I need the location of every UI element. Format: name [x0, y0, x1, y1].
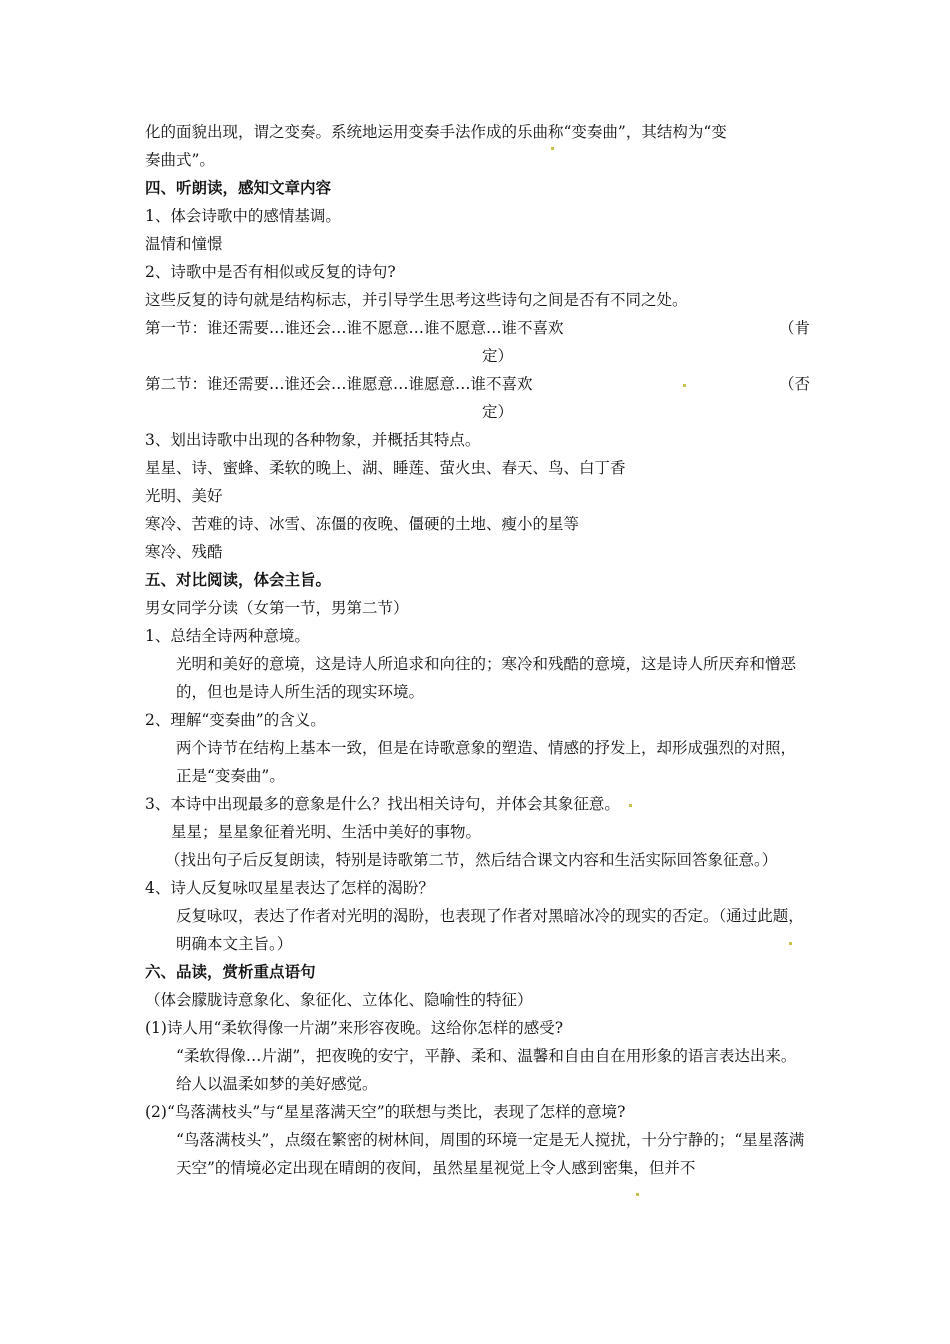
scan-speck	[789, 942, 792, 945]
question-2: 2、理解“变奏曲”的含义。	[145, 711, 326, 729]
text-line: 这些反复的诗句就是结构标志，并引导学生思考这些诗句之间是否有不同之处。	[145, 291, 688, 309]
stanza-2-note-cont: 定）	[481, 403, 513, 421]
paragraph: 光明和美好的意境，这是诗人所追求和向往的；寒冷和残酷的意境，这是诗人所厌弃和憎恶的，但也是诗人所生活的现实环境。	[176, 655, 797, 701]
stanza-2-text: 第二节：谁还需要…谁还会…谁愿意…谁愿意…谁不喜欢	[145, 375, 533, 393]
text-line: 男女同学分读（女第一节，男第二节）	[145, 599, 409, 617]
text-line: 光明、美好	[145, 487, 223, 505]
answer-3: 星星；星星象征着光明、生活中美好的事物。	[171, 823, 482, 841]
text-line: 寒冷、苦难的诗、冰雪、冻僵的夜晚、僵硬的土地、瘦小的星等	[145, 515, 580, 533]
section-heading-6: 六、品读，赏析重点语句	[145, 963, 316, 981]
question-3: 3、划出诗歌中出现的各种物象，并概括其特点。	[145, 431, 481, 449]
document-body	[145, 118, 810, 1182]
stanza-1-text: 第一节：谁还需要…谁还会…谁不愿意…谁不愿意…谁不喜欢	[145, 319, 564, 337]
text-line: 化的面貌出现，谓之变奏。系统地运用变奏手法作成的乐曲称“变奏曲”，其结构为“变	[145, 123, 727, 141]
text-line: 奏曲式”。	[145, 151, 215, 169]
question-4: 4、诗人反复咏叹星星表达了怎样的渴盼？	[145, 879, 434, 897]
text-line: 星星、诗、蜜蜂、柔软的晚上、湖、睡莲、萤火虫、春天、鸟、白丁香	[145, 459, 626, 477]
stanza-1-note-cont: 定）	[481, 347, 513, 365]
stanza-1-note: （肯	[778, 319, 810, 337]
stanza-2-line	[145, 370, 810, 398]
scan-speck	[629, 804, 632, 807]
section-heading-4: 四、听朗读，感知文章内容	[145, 179, 332, 197]
scan-speck	[636, 1193, 639, 1196]
paragraph: 两个诗节在结构上基本一致，但是在诗歌意象的塑造、情感的抒发上，却形成强烈的对照，正是“变奏曲”。	[176, 739, 797, 785]
paragraph: 反复咏叹，表达了作者对光明的渴盼，也表现了作者对黑暗冰冷的现实的否定。（通过此题，明确本文主旨。）	[176, 907, 804, 953]
question-2: 2、诗歌中是否有相似或反复的诗句?	[145, 263, 396, 281]
section-heading-5: 五、对比阅读，体会主旨。	[145, 571, 332, 589]
question-3: 3、本诗中出现最多的意象是什么？找出相关诗句，并体会其象征意。	[145, 795, 620, 813]
answer-1: 温情和憧憬	[145, 235, 223, 253]
text-line: （体会朦胧诗意象化、象征化、立体化、隐喻性的特征）	[145, 991, 533, 1009]
question-1: (1)诗人用“柔软得像一片湖”来形容夜晚。这给你怎样的感受?	[145, 1019, 564, 1037]
scan-speck	[551, 147, 554, 150]
question-1: 1、体会诗歌中的感情基调。	[145, 207, 341, 225]
question-1: 1、总结全诗两种意境。	[145, 627, 310, 645]
question-2: (2)“鸟落满枝头”与“星星落满天空”的联想与类比，表现了怎样的意境?	[145, 1103, 626, 1121]
paragraph: “柔软得像…片湖”，把夜晚的安宁，平静、柔和、温馨和自由自在用形象的语言表达出来。给人以温柔如梦的美好感觉。	[176, 1047, 797, 1093]
text-line: 寒冷、残酷	[145, 543, 223, 561]
paragraph: “鸟落满枝头”，点缀在繁密的树林间，周围的环境一定是无人搅扰，十分宁静的；“星星落满天空”的情境必定出现在晴朗的夜间，虽然星星视觉上令人感到密集，但并不	[176, 1131, 805, 1177]
scan-speck	[683, 384, 686, 387]
stanza-1-line	[145, 314, 810, 342]
stanza-2-note: （否	[778, 375, 810, 393]
paragraph: （找出句子后反复朗读，特别是诗歌第二节，然后结合课文内容和生活实际回答象征意。）	[165, 851, 778, 869]
